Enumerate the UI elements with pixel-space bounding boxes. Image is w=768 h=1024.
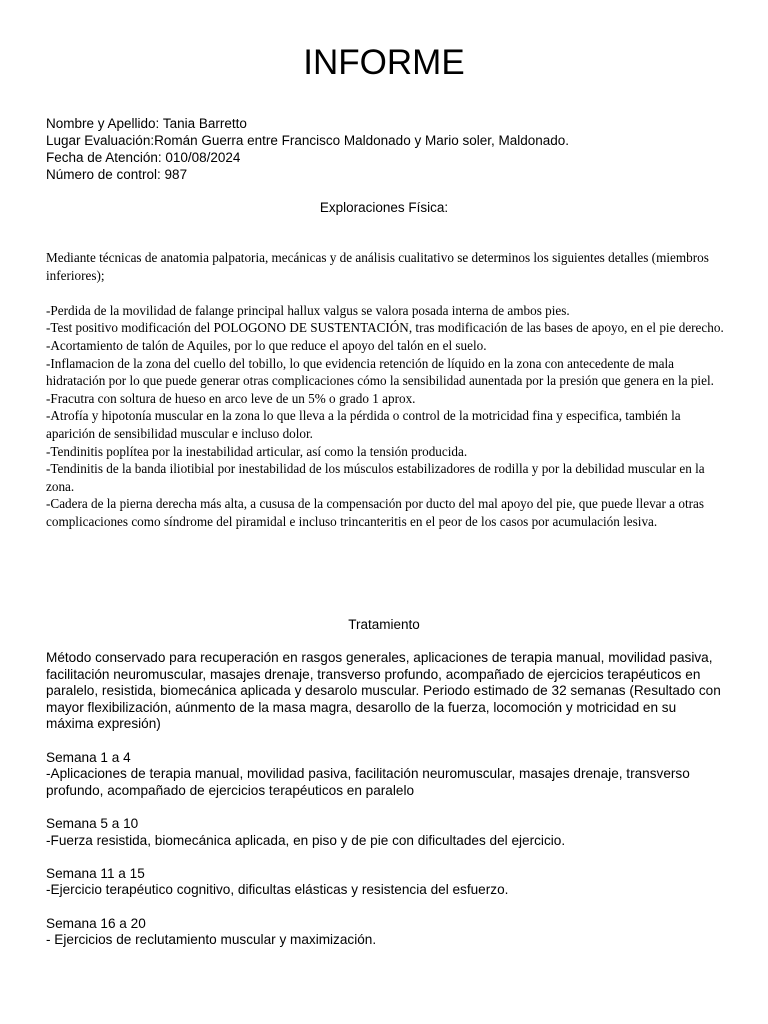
week-label: Semana 11 a 15 — [46, 865, 145, 881]
finding-item: -Atrofía y hipotonía muscular en la zona lo que lleva a la pérdida o control de la motricidad fina y especifica, también la aparición de sensibilidad muscular e incluso dolor. — [46, 408, 681, 441]
week-block — [46, 816, 726, 849]
patient-name: Nombre y Apellido: Tania Barretto — [46, 116, 247, 131]
week-label: Semana 5 a 10 — [46, 815, 139, 831]
finding-item: -Perdida de la movilidad de falange principal hallux valgus se valora posada interna de ambos pies. — [46, 302, 570, 318]
treatment-section — [46, 650, 726, 949]
finding-item: -Acortamiento de talón de Aquiles, por lo que reduce el apoyo del talón en el suelo. — [46, 337, 487, 353]
document-title: INFORME — [303, 43, 465, 82]
exploration-intro: Mediante técnicas de anatomia palpatoria, mecánicas y de análisis cualitativo se determinos los siguientes detalles (miembros inferiores); — [46, 250, 709, 283]
week-text: -Fuerza resistida, biomecánica aplicada, en piso y de pie con dificultades del ejercicio. — [46, 832, 566, 848]
week-label: Semana 1 a 4 — [46, 749, 131, 765]
findings-list — [46, 302, 726, 531]
week-text: -Aplicaciones de terapia manual, movilidad pasiva, facilitación neuromuscular, masajes drenaje, transverso profundo, acompañado de ejercicios terapéuticos en paralelo — [46, 766, 690, 798]
treatment-intro: Método conservado para recuperación en rasgos generales, aplicaciones de terapia manual, movilidad pasiva, facilitación neuromuscular, masajes drenaje, transverso profundo, acompañado de ejercicios terapéuticos en paralelo, resistida, biomecánica aplicada y desarolo muscular. Periodo estimado de 32 semanas (Resultado con mayor flexibilización, aúnmento de la masa magra, desarollo de la fuerza, locomoción y motricidad en su máxima expresión) — [46, 650, 721, 732]
evaluation-location: Lugar Evaluación:Román Guerra entre Francisco Maldonado y Mario soler, Maldonado. — [46, 133, 570, 148]
finding-item: -Tendinitis poplítea por la inestabilidad articular, así como la tensión producida. — [46, 443, 468, 459]
treatment-heading: Tratamiento — [348, 617, 420, 632]
patient-info — [46, 115, 736, 183]
week-text: - Ejercicios de reclutamiento muscular y maximización. — [46, 932, 377, 948]
week-label: Semana 16 a 20 — [46, 915, 146, 931]
finding-item: -Test positivo modificación del POLOGONO DE SUSTENTACIÓN, tras modificación de las bases de apoyo, en el pie derecho. — [46, 320, 724, 336]
exploration-heading: Exploraciones Física: — [319, 200, 449, 215]
finding-item: -Inflamacion de la zona del cuello del tobillo, lo que evidencia retención de líquido en la zona con antecedente de mala hidratación por lo que puede generar otras complicaciones cómo la sensibilidad aunentada por la presión que genera en la piel. — [46, 355, 714, 389]
control-number: Número de control: 987 — [46, 167, 188, 182]
week-text: -Ejercicio terapéutico cognitivo, dificultas elásticas y resistencia del esfuerzo. — [46, 882, 509, 898]
week-block — [46, 866, 726, 899]
attention-date: Fecha de Atención: 010/08/2024 — [46, 150, 241, 165]
finding-item: -Fracutra con soltura de hueso en arco leve de un 5% o grado 1 aprox. — [46, 390, 416, 406]
week-block — [46, 916, 726, 949]
finding-item: -Tendinitis de la banda iliotibial por inestabilidad de los músculos estabilizadores de rodilla y por la debilidad muscular en la zona. — [46, 461, 705, 494]
finding-item: -Cadera de la pierna derecha más alta, a cususa de la compensación por ducto del mal apoyo del pie, que puede llevar a otras complicaciones como síndrome del piramidal e incluso trincanteritis en el peor de los casos por acumulación lesiva. — [46, 496, 704, 529]
week-block — [46, 750, 726, 800]
exploration-section — [46, 249, 726, 531]
